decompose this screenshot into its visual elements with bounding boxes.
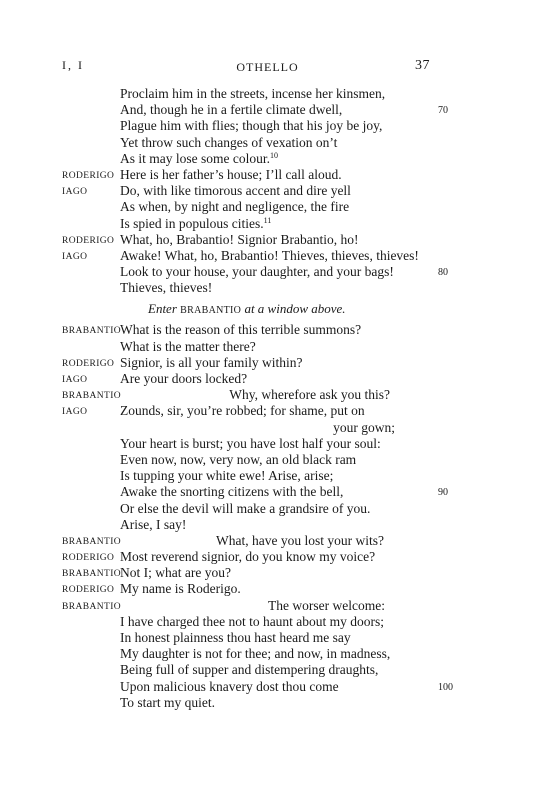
- line-text: Yet throw such changes of vexation on’t: [120, 134, 338, 150]
- line-text: Zounds, sir, you’re robbed; for shame, put on: [120, 403, 365, 419]
- line-text-wrap: [120, 565, 231, 581]
- line-text: Is tupping your white ewe! Arise, arise;: [120, 468, 334, 484]
- line-text: What is the matter there?: [120, 338, 256, 354]
- line-text-wrap: [120, 501, 370, 517]
- line-text-wrap: [120, 86, 385, 102]
- verse-line: [0, 86, 535, 102]
- verse-line: [0, 102, 535, 118]
- line-text: Thieves, thieves!: [120, 280, 213, 296]
- verse-line: [0, 662, 535, 678]
- line-text: Not I; what are you?: [120, 565, 231, 581]
- line-text-wrap: [120, 280, 212, 296]
- line-text: Are your doors locked?: [120, 371, 248, 386]
- line-text-wrap: [120, 581, 241, 597]
- verse-line: [0, 135, 535, 151]
- line-text-wrap: [268, 598, 385, 614]
- verse-line: [0, 339, 535, 355]
- line-text: Being full of supper and distempering draughts,: [120, 662, 379, 678]
- dialogue-block-2: [0, 322, 535, 711]
- line-text-wrap: [120, 662, 378, 678]
- line-text: Here is her father’s house; I’ll call aloud.: [120, 166, 342, 182]
- line-text: Even now, now, very now, an old black ram: [120, 451, 357, 467]
- line-text: Do, with like timorous accent and dire yell: [120, 183, 351, 199]
- verse-line: [0, 436, 535, 452]
- line-text-wrap: [120, 232, 358, 248]
- verse-line: [0, 403, 535, 419]
- speaker-name: RODERIGO: [62, 358, 115, 369]
- line-text: Arise, I say!: [120, 516, 187, 532]
- line-text: My name is Roderigo.: [120, 581, 241, 597]
- line-text: Plague him with flies; though that his joy be joy,: [120, 118, 383, 134]
- line-text-wrap: [120, 183, 351, 199]
- speaker-name: BRABANTIO: [62, 569, 122, 580]
- line-text-wrap: [120, 549, 375, 565]
- line-text-wrap: [120, 484, 343, 500]
- verse-line: [0, 598, 535, 614]
- verse-line: [0, 199, 535, 215]
- verse-line: [0, 167, 535, 183]
- verse-line: [0, 695, 535, 711]
- stage-direction-suffix: at a window above.: [244, 301, 346, 317]
- line-text-wrap: [120, 339, 256, 355]
- speaker-name: IAGO: [62, 251, 88, 262]
- verse-line: [0, 581, 535, 597]
- speaker-name: RODERIGO: [62, 585, 115, 596]
- speaker-name: BRABANTIO: [62, 536, 122, 547]
- verse-line: [0, 533, 535, 549]
- line-text: Awake! What, ho, Brabantio! Thieves, thieves, thieves!: [120, 247, 419, 263]
- verse-line: [0, 614, 535, 630]
- verse-line: [0, 420, 535, 436]
- line-text-wrap: [120, 646, 390, 662]
- line-text-wrap: [120, 403, 365, 419]
- dialogue-block-1: [0, 86, 535, 296]
- verse-line: [0, 322, 535, 338]
- page-number: 37: [415, 58, 430, 73]
- line-text: And, though he in a fertile climate dwell,: [120, 102, 343, 118]
- line-text-wrap: [120, 371, 247, 387]
- footnote-marker: 11: [263, 215, 272, 225]
- line-text-wrap: [120, 614, 384, 630]
- verse-line: [0, 216, 535, 232]
- verse-line: [0, 118, 535, 134]
- line-text-wrap: [120, 151, 278, 167]
- footnote-marker: 10: [269, 150, 278, 160]
- verse-line: [0, 679, 535, 695]
- line-number: 90: [438, 487, 448, 499]
- act-scene-label: I, I: [62, 58, 84, 72]
- line-text: In honest plainness thou hast heard me say: [120, 630, 351, 645]
- line-text: Why, wherefore ask you this?: [229, 387, 390, 403]
- verse-line: [0, 484, 535, 500]
- verse-line: [0, 565, 535, 581]
- line-text-wrap: [333, 420, 395, 436]
- verse-line: [0, 232, 535, 248]
- line-text: What, ho, Brabantio! Signior Brabantio, ho!: [120, 231, 359, 247]
- speaker-name: BRABANTIO: [62, 326, 122, 337]
- line-text-wrap: [120, 118, 382, 134]
- line-number: 100: [438, 681, 453, 693]
- speaker-name: IAGO: [62, 407, 88, 418]
- verse-line: [0, 387, 535, 403]
- line-text: Awake the snorting citizens with the bell,: [120, 484, 344, 500]
- speaker-name: IAGO: [62, 375, 88, 385]
- line-text-wrap: [120, 264, 394, 280]
- verse-line: [0, 501, 535, 517]
- speaker-name: RODERIGO: [62, 553, 115, 564]
- line-text-wrap: [120, 517, 186, 533]
- line-text: Is spied in populous cities.: [120, 215, 264, 231]
- line-text-wrap: [120, 355, 302, 371]
- line-text-wrap: [120, 216, 271, 232]
- verse-line: [0, 248, 535, 264]
- line-text: Upon malicious knavery dost thou come: [120, 678, 339, 694]
- speaker-name: BRABANTIO: [62, 391, 122, 402]
- verse-line: [0, 183, 535, 199]
- line-text-wrap: [120, 452, 356, 468]
- verse-line: [0, 355, 535, 371]
- line-text: As it may lose some colour.: [120, 150, 270, 166]
- verse-line: [0, 264, 535, 280]
- line-text: Your heart is burst; you have lost half your soul:: [120, 435, 381, 451]
- verse-line: [0, 549, 535, 565]
- verse-line: [0, 468, 535, 484]
- line-text: your gown;: [333, 419, 395, 435]
- line-text: As when, by night and negligence, the fire: [120, 199, 350, 215]
- line-text-wrap: [216, 533, 384, 549]
- line-number: 70: [438, 105, 448, 117]
- verse-line: [0, 517, 535, 533]
- line-text-wrap: [120, 679, 339, 695]
- verse-line: [0, 630, 535, 646]
- verse-line: [0, 280, 535, 296]
- line-text: Or else the devil will make a grandsire of you.: [120, 500, 371, 516]
- speaker-name: BRABANTIO: [62, 601, 122, 612]
- running-title: OTHELLO: [236, 60, 299, 74]
- stage-direction: [0, 296, 535, 322]
- line-text-wrap: [120, 167, 342, 183]
- stage-direction-prefix: Enter: [148, 301, 177, 317]
- line-text-wrap: [229, 387, 390, 403]
- line-text: The worser welcome:: [268, 597, 385, 613]
- line-text: To start my quiet.: [120, 694, 216, 710]
- speaker-name: RODERIGO: [62, 235, 115, 246]
- line-text: I have charged thee not to haunt about my doors;: [120, 613, 385, 629]
- verse-line: [0, 646, 535, 662]
- line-text-wrap: [120, 135, 337, 151]
- line-text: Most reverend signior, do you know my voice?: [120, 549, 376, 565]
- line-text: Proclaim him in the streets, incense her kinsmen,: [120, 86, 386, 101]
- line-text: What is the reason of this terrible summons?: [120, 322, 362, 338]
- speaker-name: IAGO: [62, 187, 88, 198]
- line-text-wrap: [120, 630, 351, 646]
- line-text-wrap: [120, 102, 342, 118]
- play-text: [0, 86, 535, 711]
- verse-line: [0, 452, 535, 468]
- line-text: My daughter is not for thee; and now, in madness,: [120, 646, 391, 662]
- verse-line: [0, 371, 535, 387]
- line-text-wrap: [120, 199, 349, 215]
- line-text: Look to your house, your daughter, and your bags!: [120, 264, 394, 280]
- line-text: Signior, is all your family within?: [120, 354, 303, 370]
- verse-line: [0, 151, 535, 167]
- line-number: 80: [438, 267, 448, 279]
- line-text-wrap: [120, 322, 361, 338]
- line-text: What, have you lost your wits?: [216, 532, 384, 548]
- line-text-wrap: [120, 436, 381, 452]
- stage-direction-name: BRABANTIO: [180, 305, 242, 317]
- line-text-wrap: [120, 468, 333, 484]
- line-text-wrap: [120, 695, 215, 711]
- speaker-name: RODERIGO: [62, 170, 115, 181]
- line-text-wrap: [120, 248, 419, 264]
